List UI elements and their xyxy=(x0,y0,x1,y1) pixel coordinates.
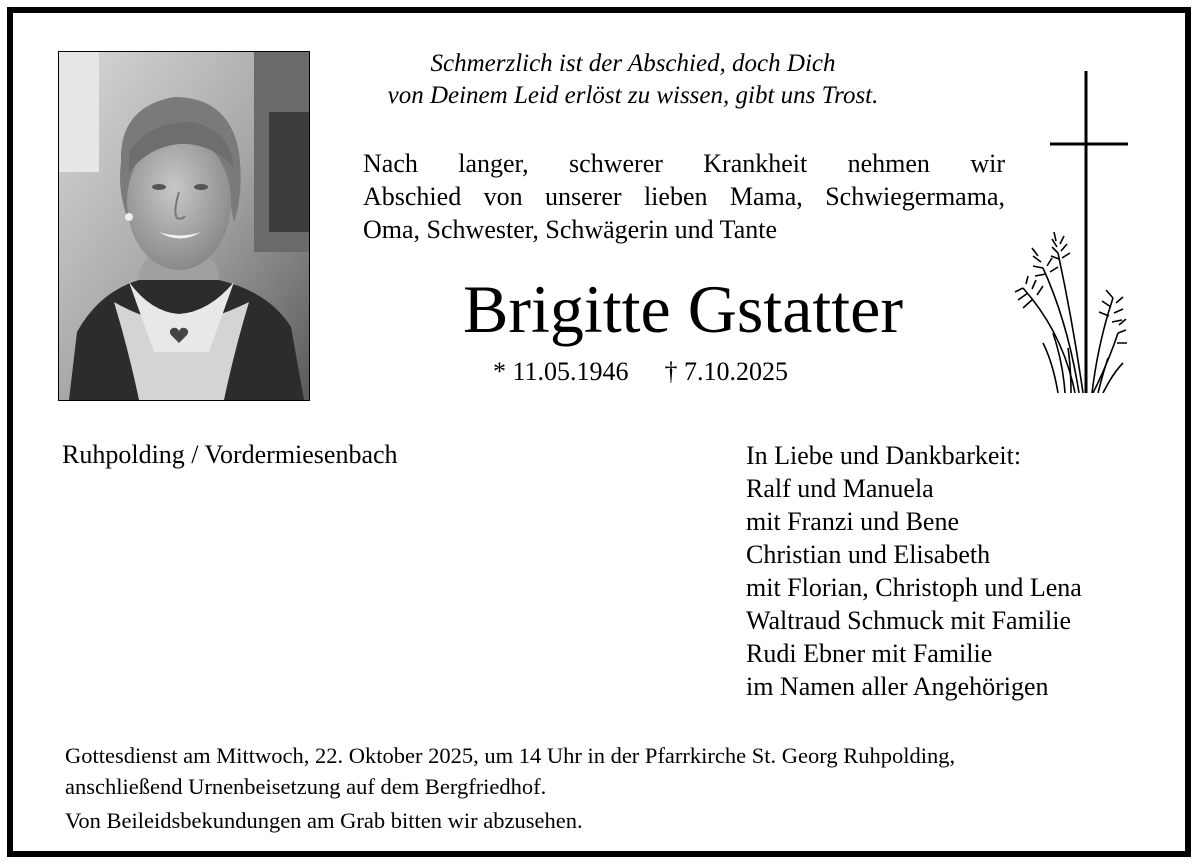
mourners-line: Rudi Ebner mit Familie xyxy=(746,639,993,668)
motto-line: von Deinem Leid erlöst zu wissen, gibt uns Trost. xyxy=(387,82,879,109)
intro-line: Abschied von unserer lieben Mama, Schwiegermama, xyxy=(363,182,1005,211)
intro-line: Oma, Schwester, Schwägerin und Tante xyxy=(363,215,777,244)
portrait-photo xyxy=(58,51,310,401)
condolence-note: Von Beileidsbekundungen am Grab bitten wir abzusehen. xyxy=(65,808,583,833)
mourners-line: Waltraud Schmuck mit Familie xyxy=(746,606,1072,635)
mourners-list xyxy=(746,439,1082,703)
service-line: Gottesdienst am Mittwoch, 22. Oktober 2025, um 14 Uhr in der Pfarrkirche St. Georg Ruhpolding, xyxy=(65,743,956,768)
mourners-line: Christian und Elisabeth xyxy=(746,540,991,569)
mourners-line: im Namen aller Angehörigen xyxy=(746,672,1049,701)
motto-quote xyxy=(333,48,933,112)
mourners-line: mit Franzi und Bene xyxy=(746,507,960,536)
obituary-card xyxy=(7,7,1191,857)
mourners-line: Ralf und Manuela xyxy=(746,474,934,503)
birth-date: * 11.05.1946 xyxy=(493,357,629,386)
intro-line: Nach langer, schwerer Krankheit nehmen wir xyxy=(363,149,1005,178)
service-info xyxy=(65,740,955,836)
death-date: † 7.10.2025 xyxy=(664,357,789,386)
mourners-line: In Liebe und Dankbarkeit: xyxy=(746,441,1022,470)
motto-line: Schmerzlich ist der Abschied, doch Dich xyxy=(430,50,836,77)
life-dates xyxy=(493,356,788,388)
intro-text xyxy=(363,147,1005,246)
service-line: anschließend Urnenbeisetzung auf dem Bergfriedhof. xyxy=(65,774,547,799)
mourners-line: mit Florian, Christoph und Lena xyxy=(746,573,1082,602)
deceased-name: Brigitte Gstatter xyxy=(462,271,903,347)
cross-with-wheat-icon xyxy=(1013,63,1133,393)
place-of-residence: Ruhpolding / Vordermiesenbach xyxy=(62,440,398,469)
